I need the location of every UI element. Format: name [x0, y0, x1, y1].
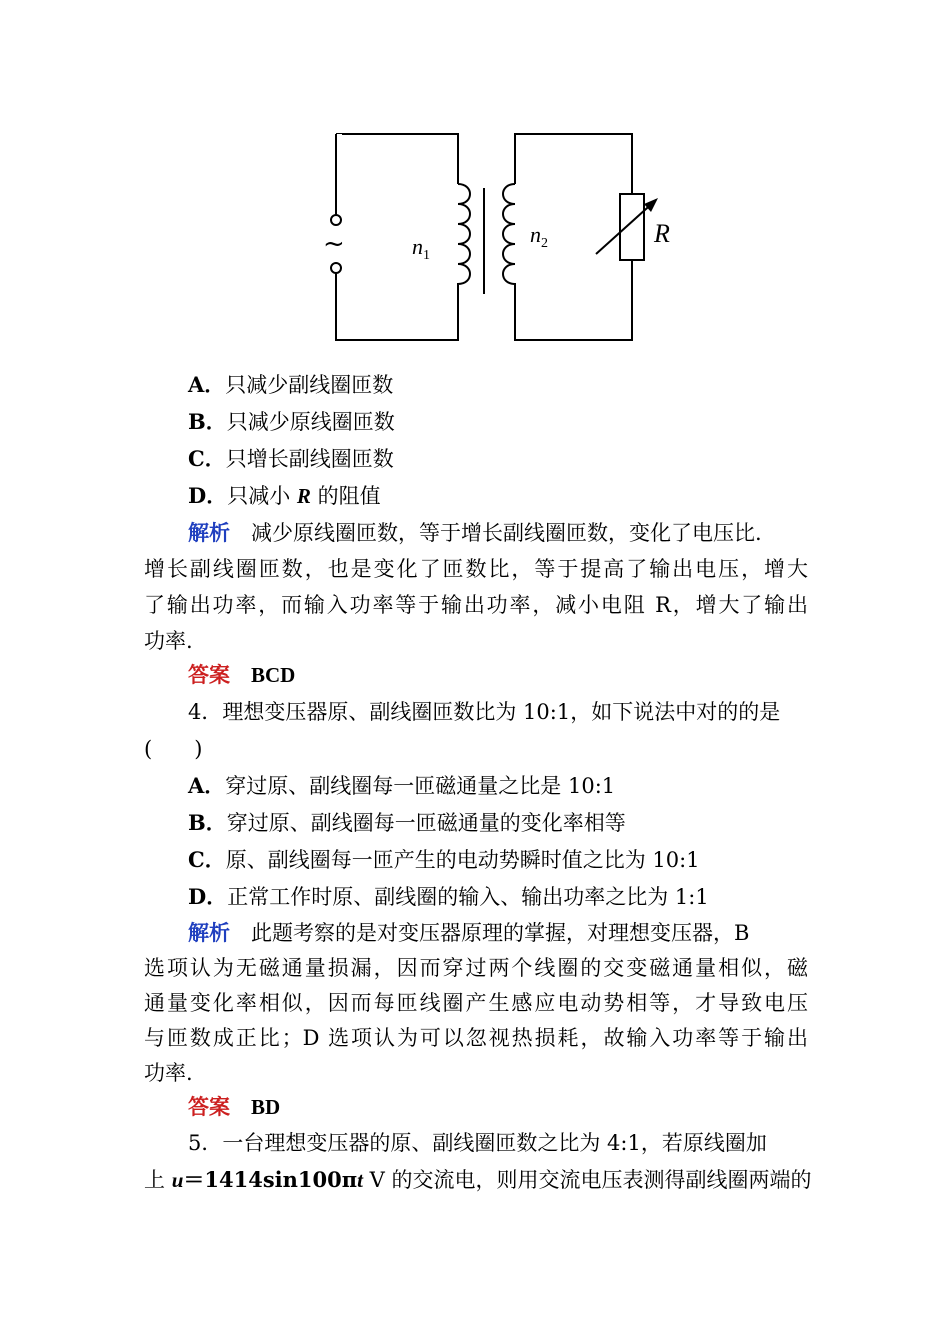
q3-option-a: A．只减少副线圈匝数 [188, 372, 394, 397]
q4-analysis-line-1: 解析 此题考察的是对变压器原理的掌握，对理想变压器，B [188, 920, 750, 945]
q3-analysis-line-3: 了输出功率，而输入功率等于输出功率，减小电阻 R，增大了输出 [144, 593, 808, 617]
q3-answer: 答案 BCD [188, 662, 296, 687]
q3-analysis-line-4: 功率. [144, 629, 193, 653]
secondary-coil [503, 184, 515, 292]
primary-wire [336, 134, 458, 340]
n2-label: $n_2$ [530, 222, 548, 251]
q3-analysis-line-2: 增长副线圈匝数，也是变化了匝数比，等于提高了输出电压，增大 [144, 557, 808, 581]
q4-stem-line-2: ( ) [144, 737, 203, 761]
q3-option-c: C．只增长副线圈匝数 [188, 446, 394, 471]
q3-option-b: B．只减少原线圈匝数 [188, 409, 395, 434]
q4-option-c: C．原、副线圈每一匝产生的电动势瞬时值之比为 10:1 [188, 847, 700, 872]
r-label: R [654, 219, 670, 248]
q3-analysis-line-1: 解析 减少原线圈匝数，等于增长副线圈匝数，变化了电压比. [188, 520, 762, 545]
q4-option-b: B．穿过原、副线圈每一匝磁通量的变化率相等 [188, 810, 626, 835]
q4-analysis-line-5: 功率. [144, 1061, 193, 1085]
q4-analysis-line-2: 选项认为无磁通量损漏，因而穿过两个线圈的交变磁通量相似，磁 [144, 956, 808, 980]
q5-stem-line-1: 5．一台理想变压器的原、副线圈匝数之比为 4:1，若原线圈加 [188, 1131, 767, 1155]
q5-stem-line-2: 上 u＝1414sin100πt V 的交流电，则用交流电压表测得副线圈两端的 [144, 1167, 812, 1192]
q3-option-d: D．只减小 R 的阻值 [188, 483, 381, 508]
q4-analysis-label: 解析 [188, 920, 230, 945]
q4-answer: 答案 BD [188, 1094, 281, 1119]
n1-label: $n_1$ [412, 234, 430, 263]
q4-option-d: D．正常工作时原、副线圈的输入、输出功率之比为 1:1 [188, 884, 709, 909]
q4-analysis-line-3: 通量变化率相似，因而每匝线圈产生感应电动势相等，才导致电压 [144, 991, 808, 1015]
ac-source-symbol: ~ [323, 229, 345, 259]
q4-option-a: A．穿过原、副线圈每一匝磁通量之比是 10:1 [188, 773, 616, 798]
variable-resistor [620, 194, 644, 260]
q4-stem-line-1: 4．理想变压器原、副线圈匝数比为 10:1，如下说法中对的的是 [188, 700, 781, 724]
q4-analysis-line-4: 与匝数成正比；D 选项认为可以忽视热损耗，故输入功率等于输出 [144, 1026, 808, 1050]
primary-coil [458, 184, 470, 292]
q3-analysis-label: 解析 [188, 520, 230, 545]
transformer-circuit-diagram [318, 126, 670, 352]
